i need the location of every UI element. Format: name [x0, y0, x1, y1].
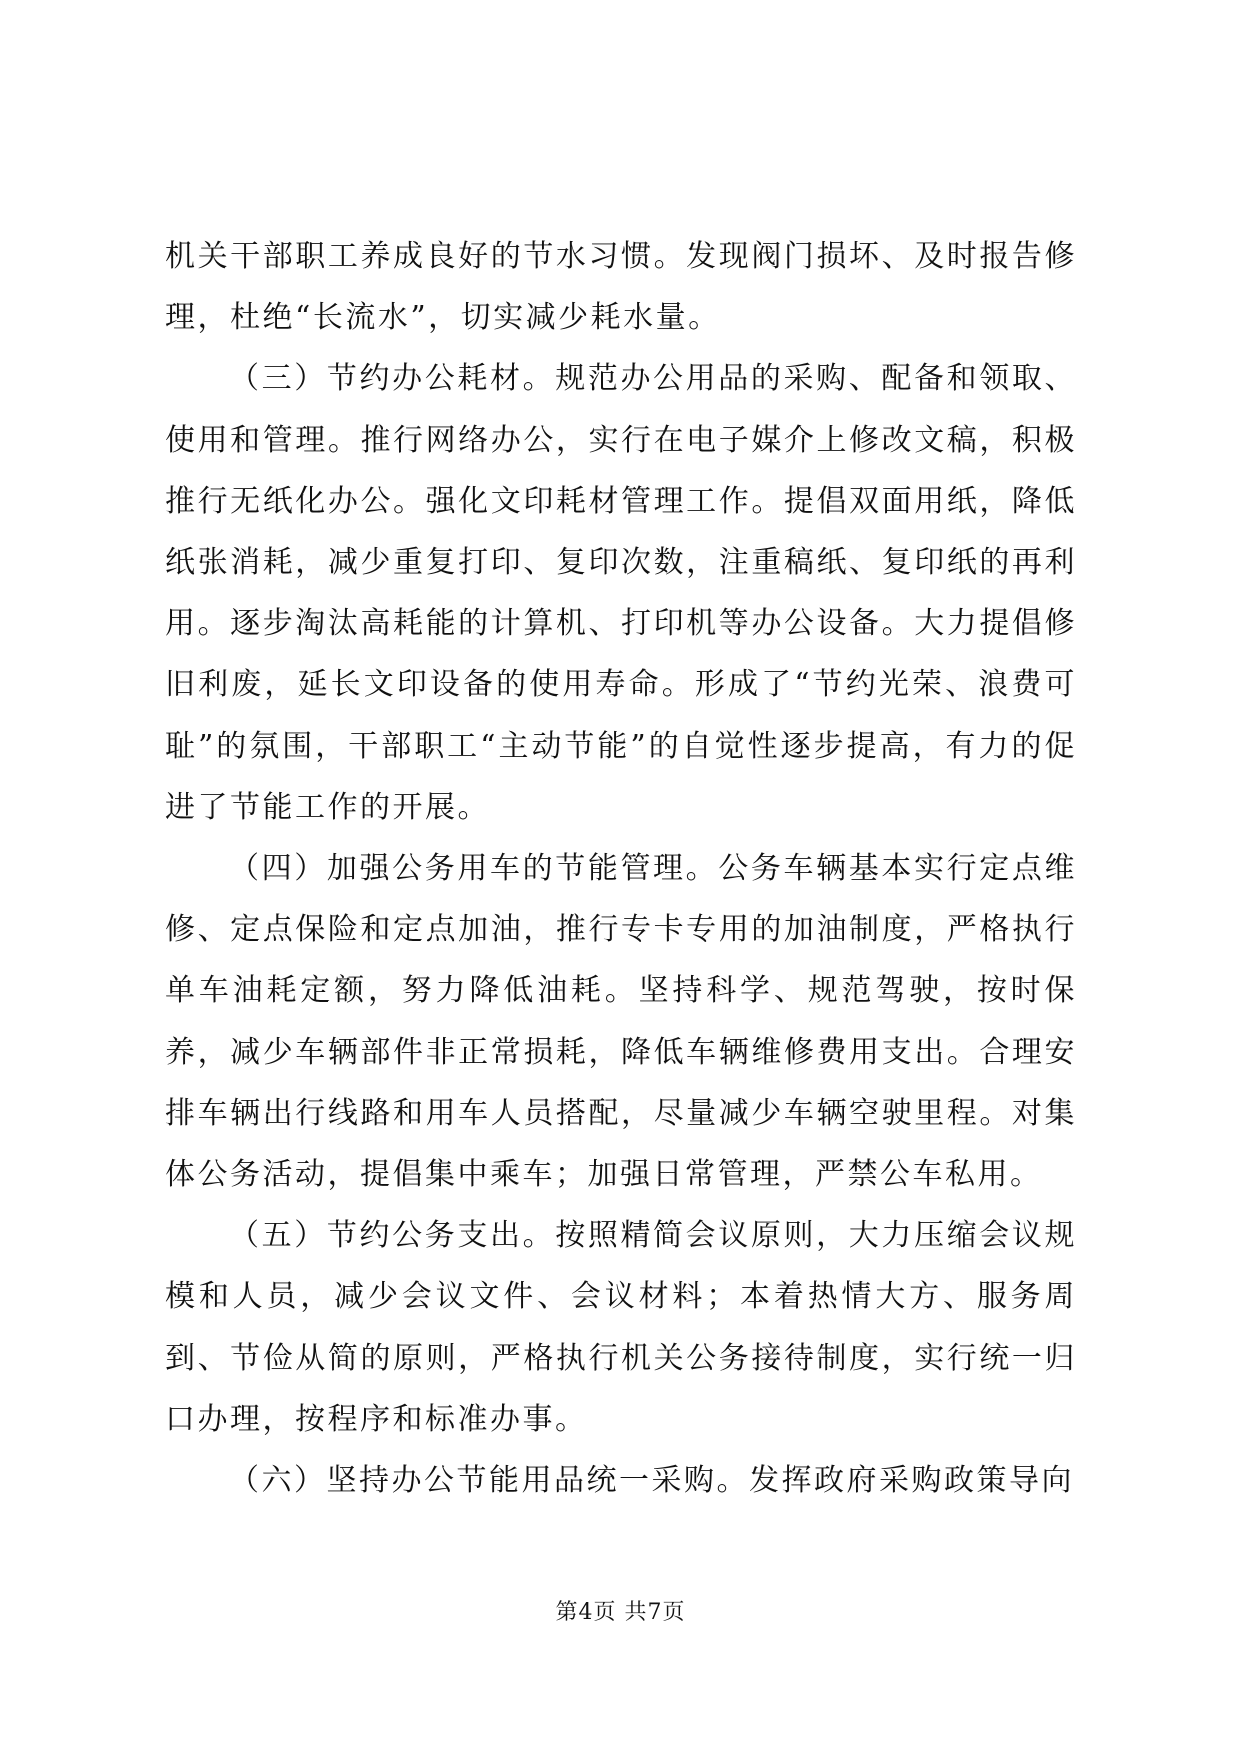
document-body	[165, 226, 1077, 1511]
page-footer	[0, 1598, 1241, 1628]
paragraph: （三）节约办公耗材。规范办公用品的采购、配备和领取、使用和管理。推行网络办公，实行在电子媒介上修改文稿，积极推行无纸化办公。强化文印耗材管理工作。提倡双面用纸，降低纸张消耗，减少重复打印、复印次数，注重稿纸、复印纸的再利用。逐步淘汰高耗能的计算机、打印机等办公设备。大力提倡修旧利废，延长文印设备的使用寿命。形成了“节约光荣、浪费可耻”的氛围，干部职工“主动节能”的自觉性逐步提高，有力的促进了节能工作的开展。	[165, 361, 1077, 825]
paragraph: 机关干部职工养成良好的节水习惯。发现阀门损坏、及时报告修理，杜绝“长流水”，切实减少耗水量。	[165, 239, 1077, 336]
paragraph: （六）坚持办公节能用品统一采购。发挥政府采购政策导向	[229, 1463, 1074, 1499]
page-number-label: 第4页 共7页	[555, 1600, 686, 1625]
paragraph: （五）节约公务支出。按照精简会议原则，大力压缩会议规模和人员，减少会议文件、会议材料；本着热情大方、服务周到、节俭从简的原则，严格执行机关公务接待制度，实行统一归口办理，按程序和标准办事。	[165, 1218, 1077, 1437]
paragraph: （四）加强公务用车的节能管理。公务车辆基本实行定点维修、定点保险和定点加油，推行专卡专用的加油制度，严格执行单车油耗定额，努力降低油耗。坚持科学、规范驾驶，按时保养，减少车辆部件非正常损耗，降低车辆维修费用支出。合理安排车辆出行线路和用车人员搭配，尽量减少车辆空驶里程。对集体公务活动，提倡集中乘车；加强日常管理，严禁公车私用。	[165, 851, 1077, 1193]
